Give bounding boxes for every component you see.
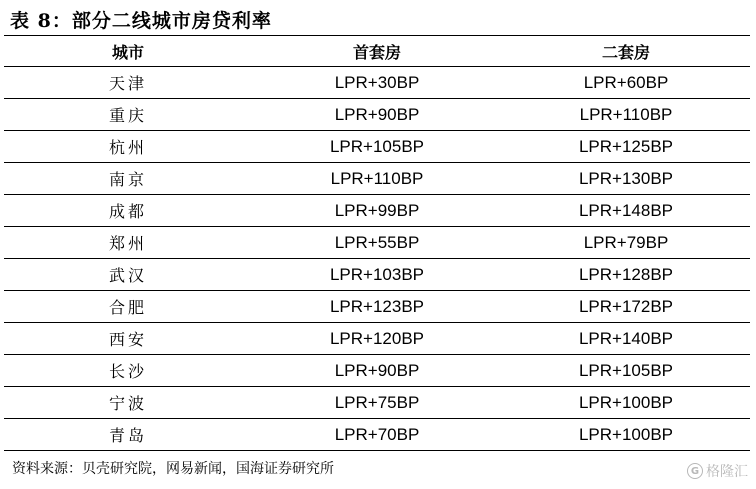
header-first-home: 首套房 [352,42,401,62]
first-home-rate-cell: LPR+70BP [252,419,502,451]
second-home-rate-cell: LPR+100BP [502,419,750,451]
table-row [4,387,750,419]
watermark [687,461,748,481]
first-home-rate-cell: LPR+110BP [252,163,502,195]
city-cell: 南京 [4,163,252,195]
table-row [4,67,750,99]
second-home-rate-cell: LPR+60BP [502,67,750,99]
second-home-rate-cell: LPR+172BP [502,291,750,323]
table-row [4,259,750,291]
second-home-rate-cell: LPR+105BP [502,355,750,387]
city-cell: 合肥 [4,291,252,323]
city-cell: 重庆 [4,99,252,131]
first-home-rate-cell: LPR+90BP [252,99,502,131]
table-row [4,323,750,355]
city-cell: 成都 [4,195,252,227]
mortgage-rate-table [4,35,750,451]
table-title: 表 8：部分二线城市房贷利率 [10,10,272,32]
first-home-rate-cell: LPR+55BP [252,227,502,259]
header-city: 城市 [111,42,144,62]
second-home-rate-cell: LPR+79BP [502,227,750,259]
second-home-rate-cell: LPR+125BP [502,131,750,163]
second-home-rate-cell: LPR+100BP [502,387,750,419]
first-home-rate-cell: LPR+99BP [252,195,502,227]
table-body [4,67,750,451]
second-home-rate-cell: LPR+140BP [502,323,750,355]
header-second-home: 二套房 [601,42,650,62]
table-row [4,355,750,387]
table-row [4,131,750,163]
source-note: 资料来源：贝壳研究院，网易新闻，国海证券研究所 [12,461,334,477]
city-cell: 青岛 [4,419,252,451]
table-header-row [4,36,750,67]
city-cell: 宁波 [4,387,252,419]
first-home-rate-cell: LPR+105BP [252,131,502,163]
second-home-rate-cell: LPR+130BP [502,163,750,195]
first-home-rate-cell: LPR+123BP [252,291,502,323]
first-home-rate-cell: LPR+90BP [252,355,502,387]
second-home-rate-cell: LPR+148BP [502,195,750,227]
city-cell: 郑州 [4,227,252,259]
table-row [4,419,750,451]
city-cell: 天津 [4,67,252,99]
table-row [4,99,750,131]
gelonghui-logo-icon: G [687,463,703,479]
first-home-rate-cell: LPR+103BP [252,259,502,291]
second-home-rate-cell: LPR+128BP [502,259,750,291]
city-cell: 长沙 [4,355,252,387]
table-row [4,227,750,259]
second-home-rate-cell: LPR+110BP [502,99,750,131]
city-cell: 杭州 [4,131,252,163]
table-row [4,291,750,323]
rate-table-container [4,35,750,451]
table-row [4,163,750,195]
first-home-rate-cell: LPR+30BP [252,67,502,99]
first-home-rate-cell: LPR+75BP [252,387,502,419]
first-home-rate-cell: LPR+120BP [252,323,502,355]
watermark-text: 格隆汇 [706,464,748,480]
table-row [4,195,750,227]
city-cell: 武汉 [4,259,252,291]
city-cell: 西安 [4,323,252,355]
